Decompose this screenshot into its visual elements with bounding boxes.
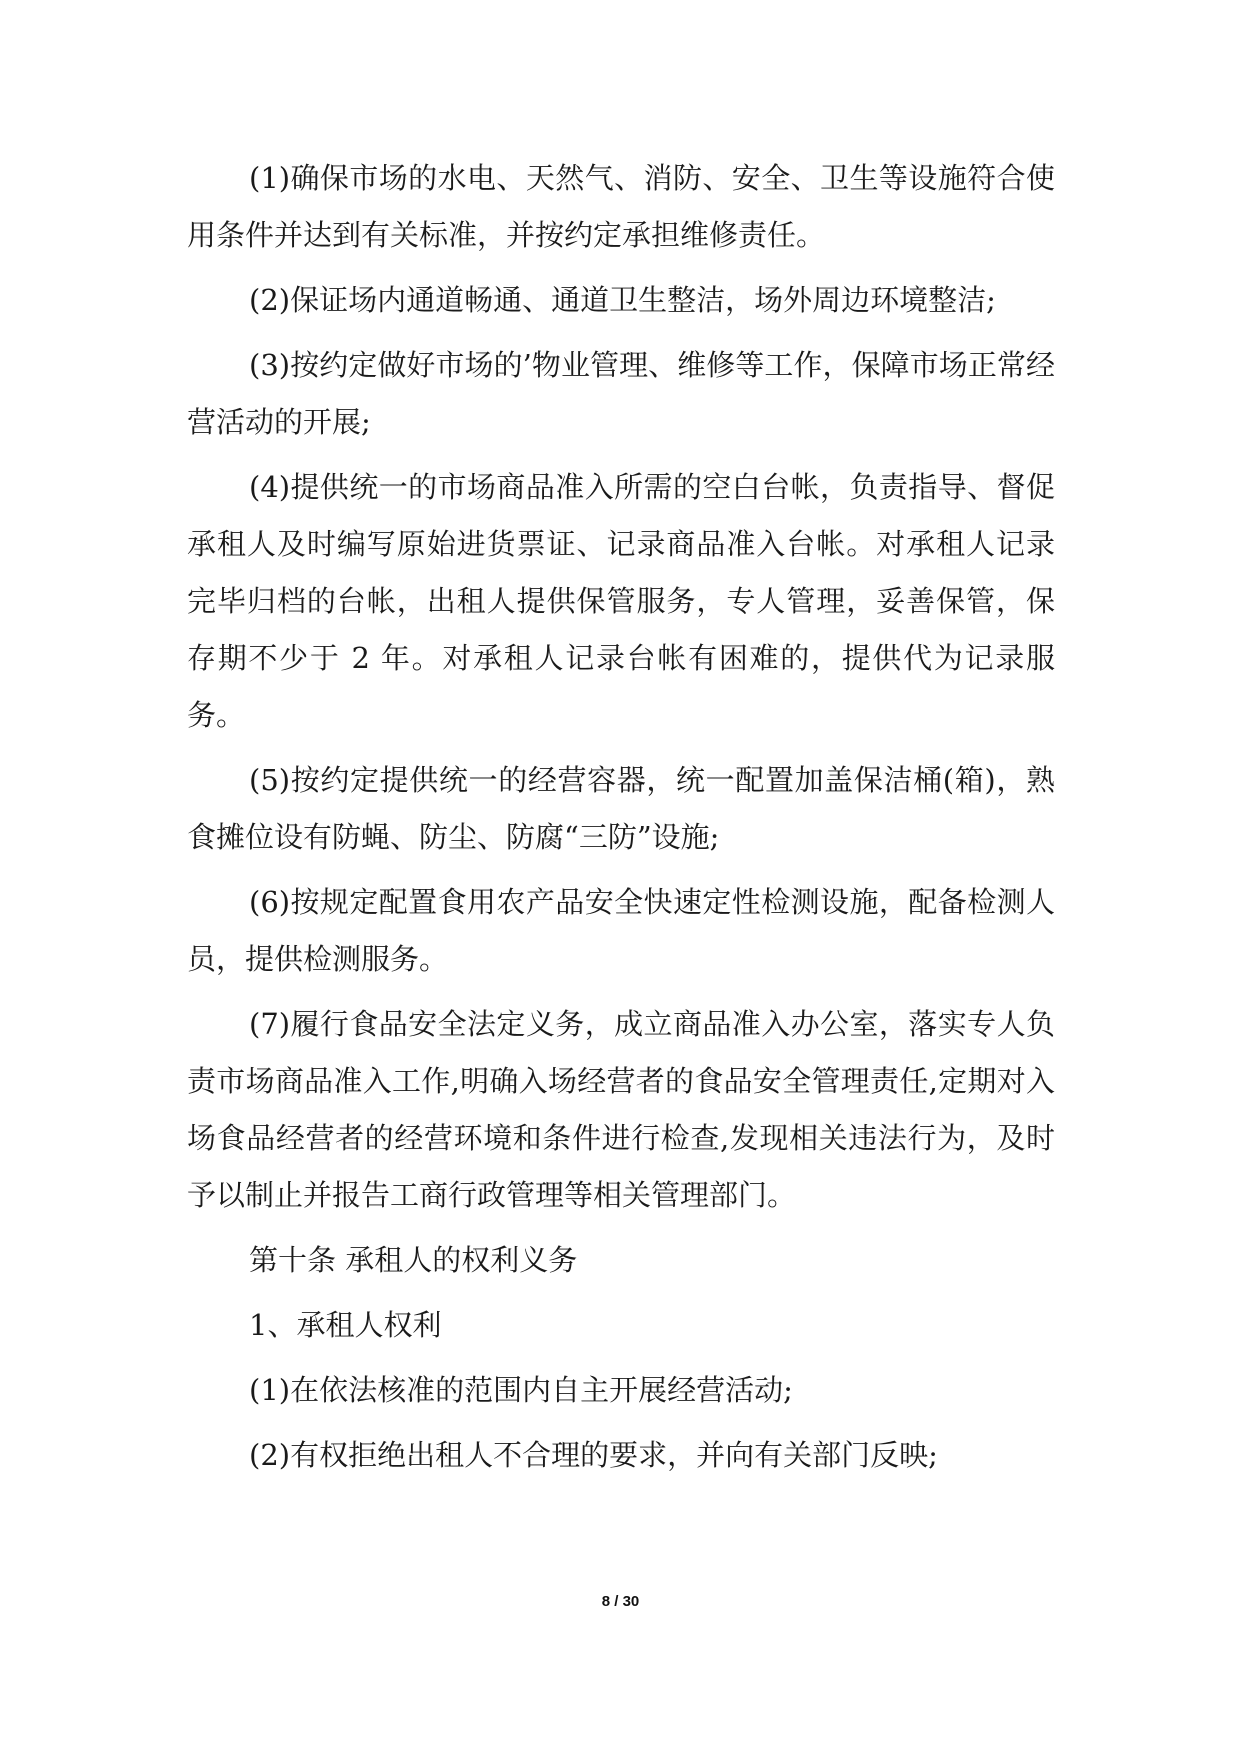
clause-item-3: (3)按约定做好市场的’物业管理、维修等工作，保障市场正常经营活动的开展;	[187, 348, 1055, 439]
article-ten-heading: 第十条 承租人的权利义务	[249, 1243, 578, 1277]
tenant-right-item-2: (2)有权拒绝出租人不合理的要求，并向有关部门反映;	[249, 1438, 938, 1472]
clause-item-6: (6)按规定配置食用农产品安全快速定性检测设施，配备检测人员，提供检测服务。	[187, 885, 1055, 976]
clause-item-7: (7)履行食品安全法定义务，成立商品准入办公室，落实专人负责市场商品准入工作,明确入场经营者的食品安全管理责任,定期对入场食品经营者的经营环境和条件进行检查,发现相关违法行为，及时予以制止并报告工商行政管理等相关管理部门。	[187, 1007, 1055, 1212]
tenant-right-item-1: (1)在依法核准的范围内自主开展经营活动;	[249, 1373, 793, 1407]
clause-item-2: (2)保证场内通道畅通、通道卫生整洁，场外周边环境整洁;	[249, 283, 996, 317]
tenant-rights-subheading: 1、承租人权利	[249, 1308, 442, 1342]
page-number: 8 / 30	[601, 1593, 640, 1610]
document-body	[187, 150, 1055, 1492]
clause-item-1: (1)确保市场的水电、天然气、消防、安全、卫生等设施符合使用条件并达到有关标准，并按约定承担维修责任。	[187, 161, 1055, 252]
clause-item-4: (4)提供统一的市场商品准入所需的空白台帐，负责指导、督促承租人及时编写原始进货票证、记录商品准入台帐。对承租人记录完毕归档的台帐，出租人提供保管服务，专人管理，妥善保管，保存期不少于 2 年。对承租人记录台帐有困难的，提供代为记录服务。	[187, 470, 1055, 732]
clause-item-5: (5)按约定提供统一的经营容器，统一配置加盖保洁桶(箱)，熟食摊位设有防蝇、防尘、防腐“三防”设施;	[187, 763, 1055, 854]
